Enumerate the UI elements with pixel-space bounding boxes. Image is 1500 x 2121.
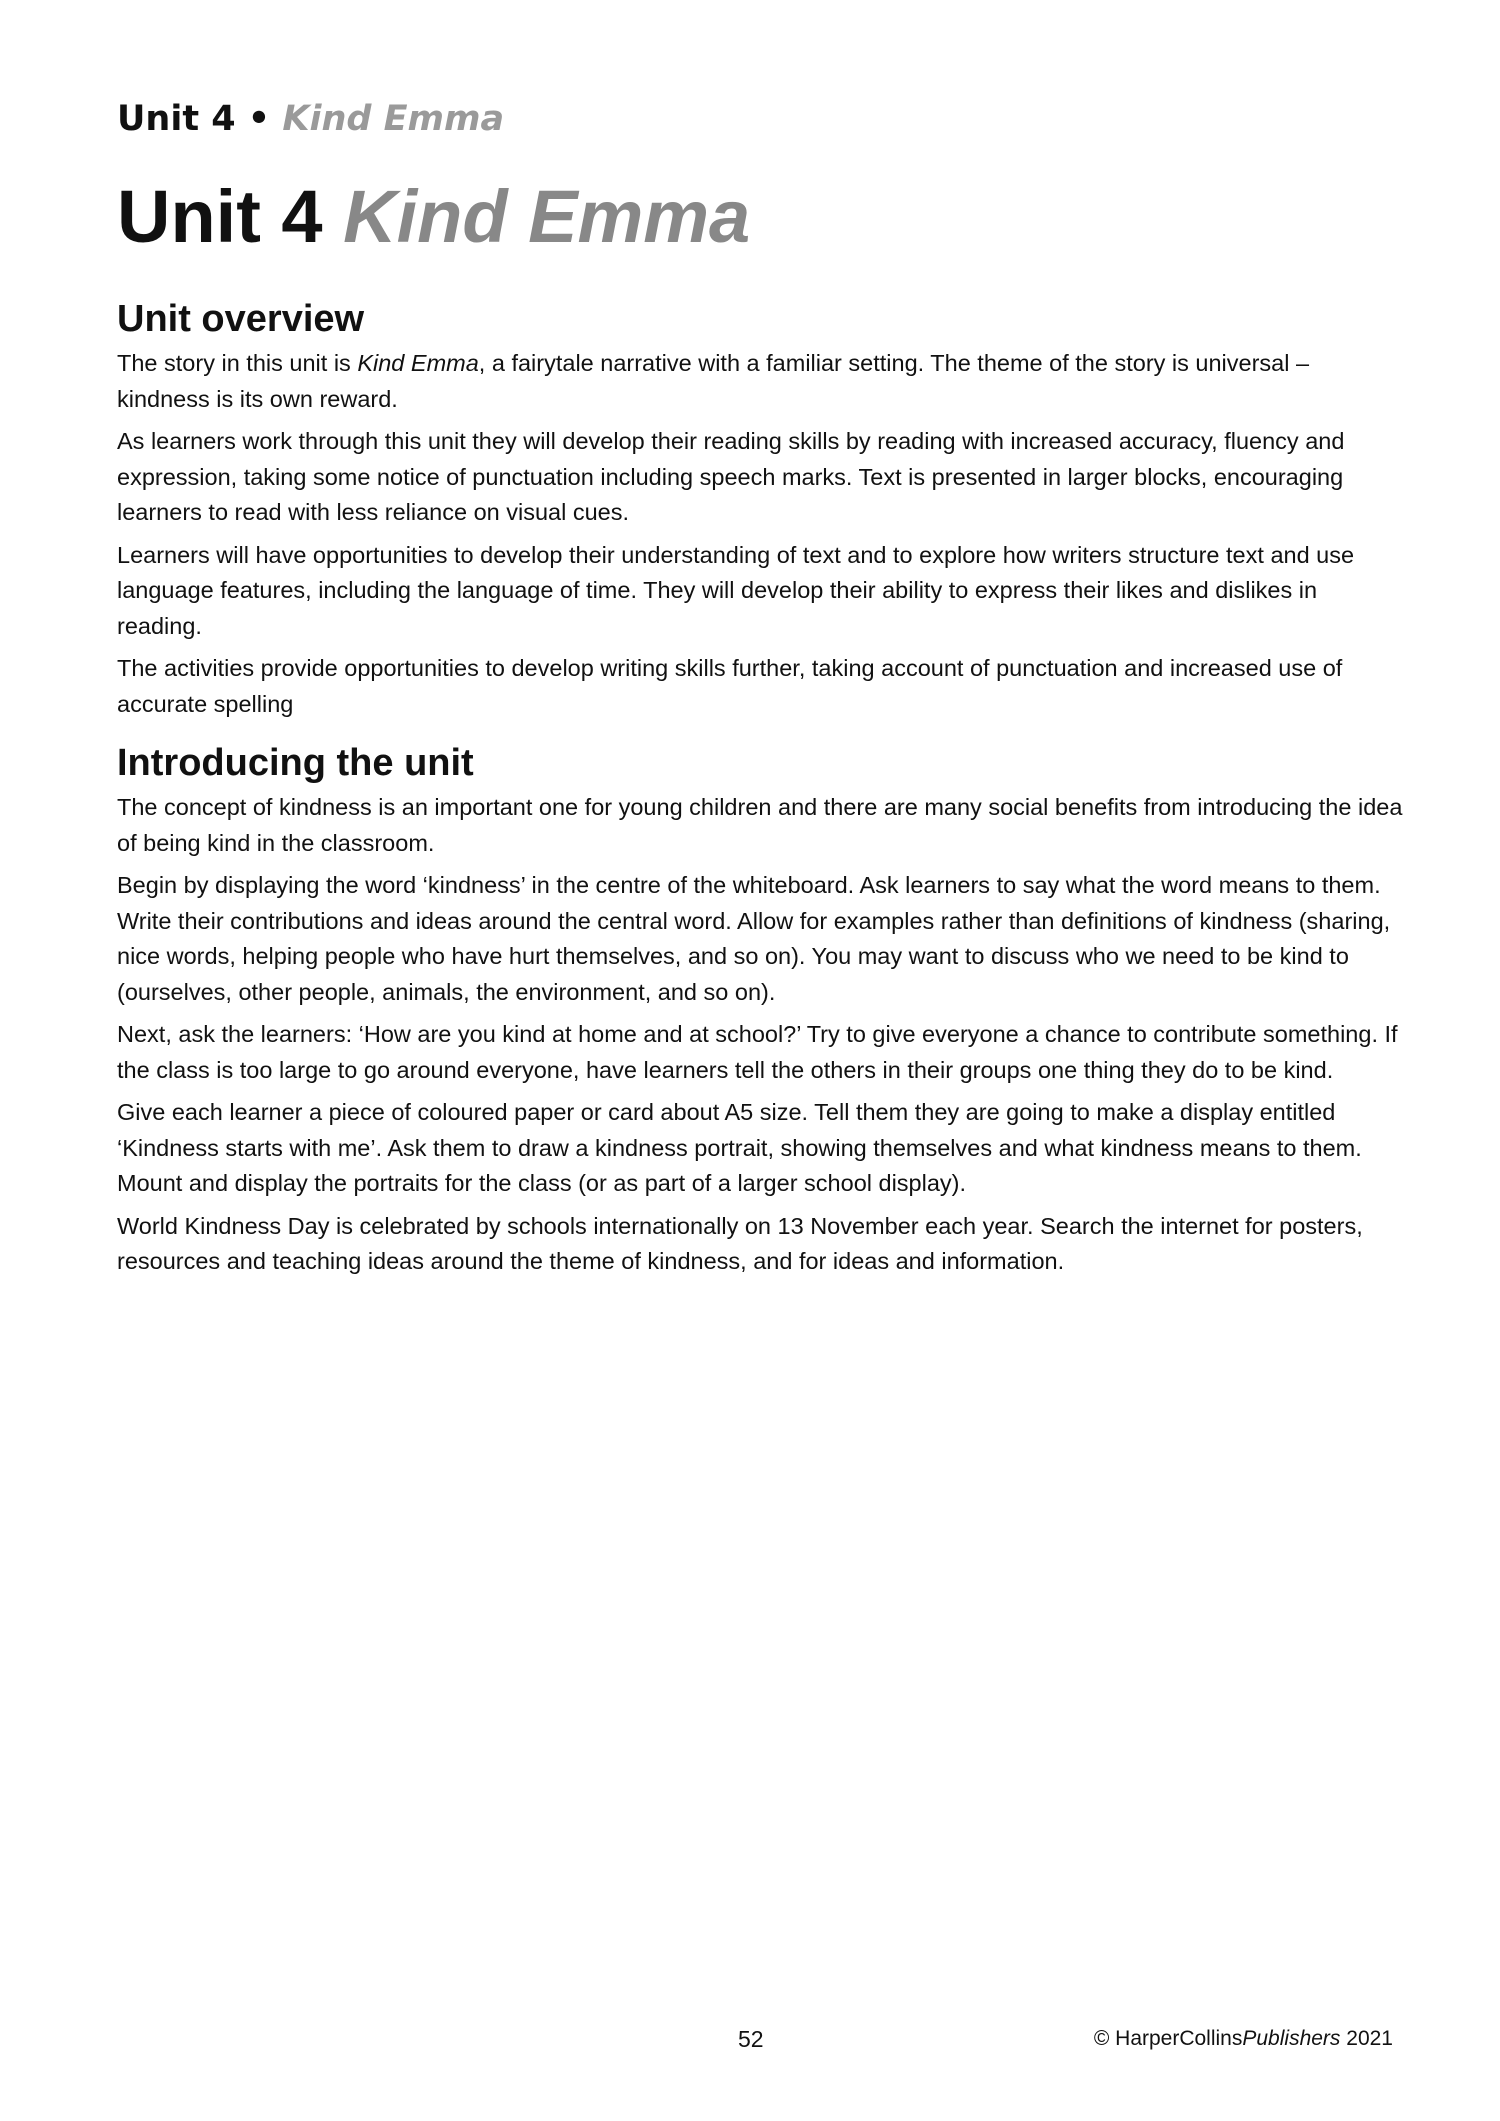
overview-paragraph-3: Learners will have opportunities to develop their understanding of text and to explore how writers structure text and use language features, including the language of time. They will develop their ability to express their likes and dislikes in reading. — [117, 541, 1355, 639]
overview-paragraph-4: The activities provide opportunities to develop writing skills further, taking account of punctuation and increased use of accurate spelling — [117, 655, 1343, 717]
copyright-prefix: © HarperCollins — [1093, 2027, 1243, 2050]
page-title-unit: Unit 4 — [117, 175, 323, 258]
page-title — [117, 174, 1407, 260]
intro-paragraph-1: The concept of kindness is an important one for young children and there are many social benefits from introducing the idea of being kind in the classroom. — [117, 794, 1403, 856]
intro-paragraph-5: World Kindness Day is celebrated by schools internationally on 13 November each year. Search the internet for posters, resources and teaching ideas around the theme of kindness, and for ideas and information. — [117, 1212, 1363, 1274]
intro-paragraph-2: Begin by displaying the word ‘kindness’ in the centre of the whiteboard. Ask learners to say what the word means to them. Write their contributions and ideas around the central word. Allow for examples rather than definitions of kindness (sharing, nice words, helping people who have hurt themselves, and so on). You may want to discuss who we need to be kind to (ourselves, other people, animals, the environment, and so on). — [117, 872, 1391, 1005]
page-title-story: Kind Emma — [343, 175, 751, 258]
intro-paragraph-4: Give each learner a piece of coloured paper or card about A5 size. Tell them they are going to make a display entitled ‘Kindness starts with me’. Ask them to draw a kindness portrait, showing themselves and what kindness means to them. Mount and display the portraits for the class (or as part of a larger school display). — [117, 1099, 1362, 1196]
story-title-italic: Kind Emma — [357, 350, 479, 376]
intro-paragraph-3: Next, ask the learners: ‘How are you kind at home and at school?’ Try to give everyone a chance to contribute something. If the class is too large to go around everyone, have learners tell the others in their groups one thing they do to be kind. — [117, 1021, 1398, 1083]
introducing-unit-heading: Introducing the unit — [117, 742, 474, 784]
copyright-year: 2021 — [1340, 2027, 1393, 2050]
overview-paragraph-1 — [117, 346, 1407, 417]
running-header-title: Kind Emma — [282, 99, 505, 139]
overview-paragraph-2: As learners work through this unit they will develop their reading skills by reading with increased accuracy, fluency and expression, taking some notice of punctuation including speech marks. Text is presented in larger blocks, encouraging learners to read with less reliance on visual cues. — [117, 428, 1345, 525]
running-header-separator: • — [247, 99, 271, 139]
page-footer — [0, 2022, 1500, 2056]
overview-p1-text-start: The story in this unit is — [117, 350, 358, 376]
running-header-unit: Unit 4 — [117, 99, 236, 139]
unit-overview-heading: Unit overview — [117, 298, 365, 340]
copyright-publishers: Publishers — [1242, 2027, 1341, 2050]
document-page — [117, 96, 1407, 1280]
copyright-notice — [1094, 2022, 1393, 2056]
page-number: 52 — [738, 2026, 764, 2052]
overview-p1-text-end: , a fairytale narrative with a familiar setting. The theme of the story is universal – kindness is its own reward. — [117, 350, 1310, 412]
running-header — [117, 96, 1407, 142]
